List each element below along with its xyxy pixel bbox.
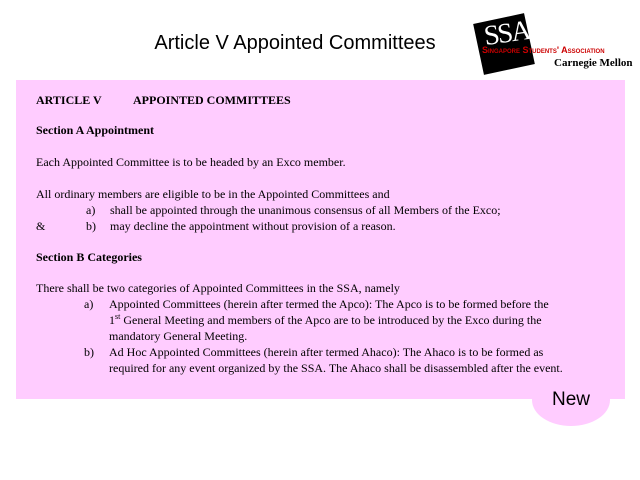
article-panel: [16, 80, 625, 399]
item-marker: b): [86, 219, 96, 233]
ssa-logo: [476, 10, 636, 74]
item-text: shall be appointed through the unanimous consensus of all Members of the Exco;: [110, 203, 501, 217]
section-b-heading: Section B Categories: [36, 250, 142, 264]
section-b-intro: There shall be two categories of Appointed Committees in the SSA, namely: [36, 281, 400, 295]
logo-university: Carnegie Mellon: [554, 57, 633, 69]
item-text: mandatory General Meeting.: [109, 329, 248, 343]
item-text: 1st General Meeting and members of the Apco are to be introduced by the Exco during the: [109, 312, 542, 327]
article-heading: APPOINTED COMMITTEES: [133, 93, 291, 107]
article-header: [36, 92, 617, 108]
article-label: ARTICLE V: [36, 93, 102, 107]
item-text: required for any event organized by the SSA. The Ahaco shall be disassembled after the event.: [109, 361, 563, 375]
item-marker: b): [84, 345, 94, 359]
logo-letters: SSA: [481, 14, 532, 53]
section-a-heading: Section A Appointment: [36, 123, 155, 137]
item-marker: a): [86, 203, 96, 217]
slide-title: Article V Appointed Committees: [154, 32, 436, 54]
logo-association: Singapore Students' Association: [482, 45, 605, 55]
section-a-line2: All ordinary members are eligible to be in the Appointed Committees and: [36, 187, 390, 201]
item-prefix: &: [36, 219, 46, 233]
section-a-item-b: [36, 218, 617, 234]
item-marker: a): [84, 297, 94, 311]
new-badge-label: New: [551, 389, 590, 410]
item-text: Appointed Committees (herein after termed the Apco): The Apco is to be formed before the: [109, 297, 549, 311]
item-text: may decline the appointment without provision of a reason.: [110, 219, 396, 233]
new-badge: [532, 374, 610, 426]
item-text: Ad Hoc Appointed Committees (herein after termed Ahaco): The Ahaco is to be formed as: [109, 345, 544, 359]
section-a-line1: Each Appointed Committee is to be headed by an Exco member.: [36, 155, 346, 169]
